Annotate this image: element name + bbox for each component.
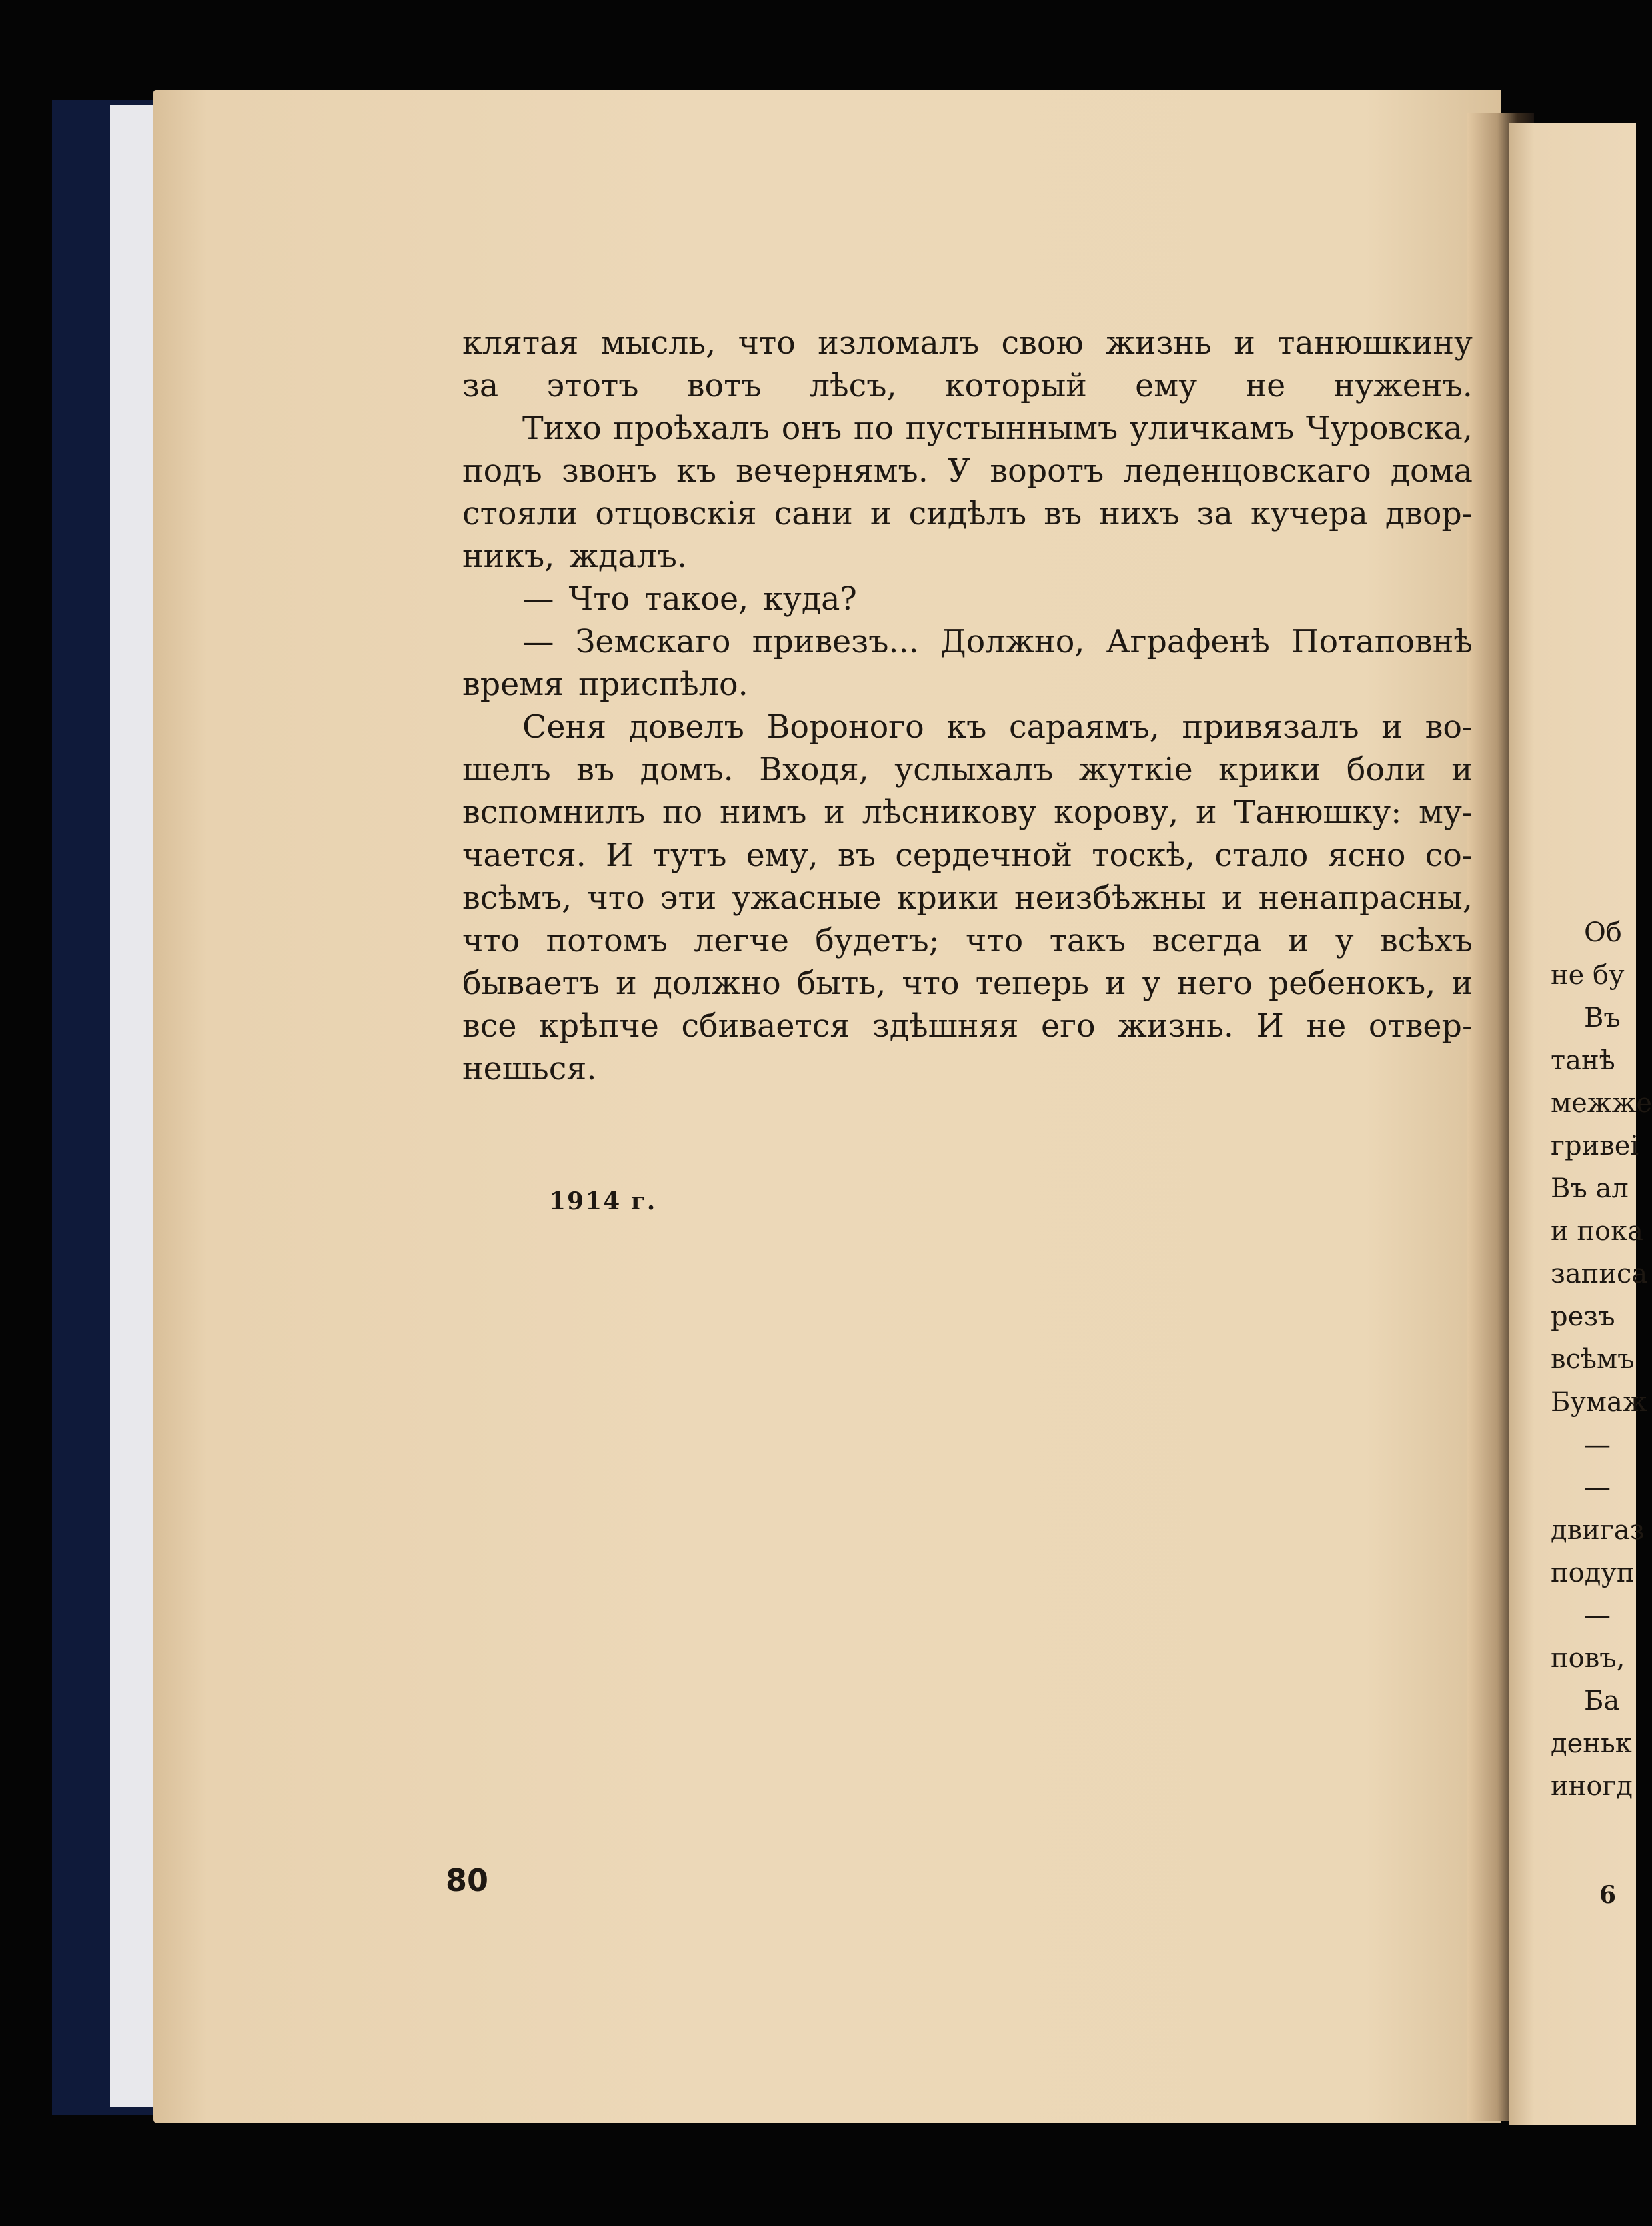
word: что	[902, 965, 960, 1002]
left-page-text	[462, 322, 1473, 1091]
word: должно	[652, 965, 781, 1002]
right-text-line: танѣ	[1551, 1045, 1615, 1076]
word: Должно,	[940, 624, 1085, 660]
word: стояли	[462, 496, 578, 532]
word: пустыннымъ	[905, 410, 1118, 447]
word: никъ,	[462, 538, 555, 575]
right-text-line: подуп	[1551, 1558, 1635, 1588]
text-line	[462, 706, 1473, 749]
word: чается.	[462, 837, 586, 874]
word: мысль,	[600, 325, 716, 362]
right-text-line: иногд	[1551, 1771, 1633, 1802]
word: довелъ	[628, 709, 744, 746]
word: ждалъ.	[569, 538, 688, 575]
word: и	[1381, 709, 1403, 746]
word: тоскѣ,	[1092, 837, 1196, 874]
text-line	[462, 621, 1473, 664]
word: воротъ	[990, 453, 1104, 490]
word: теперь	[975, 965, 1090, 1002]
word: привезъ...	[752, 624, 919, 660]
word: крѣпче	[539, 1008, 659, 1045]
right-text-line: —	[1584, 1600, 1611, 1631]
word: стало	[1214, 837, 1309, 874]
word: ему,	[746, 837, 818, 874]
word: и	[870, 496, 892, 532]
word: и	[616, 965, 637, 1002]
word: приспѣло.	[578, 666, 748, 703]
word: жизнь	[1106, 325, 1212, 362]
word: въ	[1044, 496, 1082, 532]
word: Вороного	[766, 709, 924, 746]
word: что	[738, 325, 796, 362]
word: сидѣлъ	[908, 496, 1027, 532]
text-line	[462, 749, 1473, 792]
right-text-line: записа	[1551, 1259, 1648, 1289]
word: здѣшняя	[872, 1008, 1019, 1045]
word: за	[1196, 496, 1233, 532]
word: въ	[838, 837, 876, 874]
word: сараямъ,	[1008, 709, 1160, 746]
word: что	[587, 880, 645, 917]
word: нуженъ.	[1333, 368, 1473, 404]
left-page-number: 80	[446, 1862, 489, 1898]
word: двор-	[1385, 496, 1473, 532]
word: нихъ	[1099, 496, 1180, 532]
right-text-line: —	[1584, 1430, 1611, 1460]
word: отцовскія	[595, 496, 757, 532]
word: не	[1245, 368, 1286, 404]
right-text-line: Бумаж	[1551, 1387, 1647, 1418]
word: быть,	[796, 965, 886, 1002]
word: и	[1234, 325, 1255, 362]
word: ненапрасны,	[1258, 880, 1473, 917]
word: что	[462, 923, 520, 959]
text-line	[462, 963, 1473, 1005]
text-line	[462, 578, 1473, 621]
word: и	[824, 794, 845, 831]
word: нешься.	[462, 1051, 597, 1087]
word: Земскаго	[575, 624, 731, 660]
word: ребенокъ,	[1268, 965, 1436, 1002]
word: Танюшку:	[1234, 794, 1402, 831]
word: Входя,	[759, 752, 869, 788]
word: И	[606, 837, 634, 874]
word: въ	[576, 752, 615, 788]
right-page-number: 6	[1599, 1881, 1617, 1909]
word: такое,	[644, 581, 749, 618]
word: шелъ	[462, 752, 551, 788]
word: къ	[676, 453, 717, 490]
word: —	[522, 581, 554, 618]
right-text-line: межже	[1551, 1088, 1652, 1119]
word: жуткіе	[1078, 752, 1193, 788]
word: Потаповнѣ	[1291, 624, 1473, 660]
word: и	[1196, 794, 1217, 831]
word: Что	[568, 581, 630, 618]
word: И	[1256, 1008, 1284, 1045]
word: сбивается	[681, 1008, 850, 1045]
word: жизнь.	[1118, 1008, 1234, 1045]
text-line	[462, 1048, 1473, 1091]
right-text-line: Об	[1584, 917, 1622, 948]
word: Сеня	[522, 709, 607, 746]
word: время	[462, 666, 564, 703]
word: такъ	[1049, 923, 1126, 959]
text-line	[462, 792, 1473, 834]
word: что	[966, 923, 1024, 959]
right-text-line: повъ,	[1551, 1643, 1625, 1674]
text-line	[462, 834, 1473, 877]
word: не	[1306, 1008, 1347, 1045]
word: свою	[1001, 325, 1084, 362]
word: его	[1040, 1008, 1096, 1045]
word: и	[1451, 752, 1473, 788]
word: Тихо	[522, 410, 602, 447]
word: —	[522, 624, 554, 660]
word: Чуровска,	[1305, 410, 1473, 447]
right-page-text-fragments	[1551, 911, 1652, 1808]
word: изломалъ	[818, 325, 980, 362]
word: со-	[1425, 837, 1473, 874]
text-line	[462, 450, 1473, 493]
word: танюшкину	[1277, 325, 1473, 362]
word: по	[853, 410, 894, 447]
word: домъ.	[640, 752, 734, 788]
word: ясно	[1327, 837, 1406, 874]
word: по	[662, 794, 703, 831]
word: вечернямъ.	[736, 453, 928, 490]
right-text-line: Ба	[1584, 1686, 1620, 1716]
word: во-	[1425, 709, 1473, 746]
right-text-line: деньк	[1551, 1728, 1632, 1759]
text-line	[462, 408, 1473, 450]
text-line	[462, 322, 1473, 365]
text-line	[462, 920, 1473, 963]
word: лѣсъ,	[809, 368, 897, 404]
word: и	[1105, 965, 1126, 1002]
right-text-line: Въ ал	[1551, 1173, 1629, 1204]
year-dateline: 1914 г.	[549, 1187, 657, 1215]
right-text-line: гривеі	[1551, 1131, 1639, 1161]
word: корову,	[1054, 794, 1179, 831]
word: подъ	[462, 453, 542, 490]
word: всегда	[1152, 923, 1262, 959]
text-line	[462, 664, 1473, 706]
word: му-	[1419, 794, 1473, 831]
word: боли	[1346, 752, 1426, 788]
word: дома	[1390, 453, 1473, 490]
word: проѣхалъ	[613, 410, 770, 447]
word: къ	[946, 709, 987, 746]
word: и	[1451, 965, 1473, 1002]
word: клятая	[462, 325, 579, 362]
word: услыхалъ	[894, 752, 1054, 788]
word: куда?	[763, 581, 857, 618]
word: и	[1221, 880, 1243, 917]
word: потомъ	[546, 923, 668, 959]
word: ему	[1135, 368, 1198, 404]
word: Аграфенѣ	[1106, 624, 1270, 660]
right-text-line: двигаз	[1551, 1515, 1645, 1546]
word: сани	[774, 496, 853, 532]
text-line	[462, 365, 1473, 408]
word: эти	[660, 880, 717, 917]
word: сердечной	[895, 837, 1072, 874]
word: него	[1176, 965, 1253, 1002]
right-text-line: не бу	[1551, 960, 1625, 991]
word: все	[462, 1008, 517, 1045]
word: привязалъ	[1182, 709, 1359, 746]
word: за	[462, 368, 499, 404]
word: у	[1142, 965, 1161, 1002]
word: леденцовскаго	[1123, 453, 1371, 490]
right-text-line: и пока	[1551, 1216, 1643, 1247]
right-text-line: —	[1584, 1472, 1611, 1503]
right-text-line: всѣмъ	[1551, 1344, 1635, 1375]
text-line	[462, 536, 1473, 578]
word: уличкамъ	[1129, 410, 1295, 447]
text-line	[462, 877, 1473, 920]
word: неизбѣжны	[1014, 880, 1206, 917]
word: тутъ	[652, 837, 727, 874]
word: всѣхъ	[1379, 923, 1473, 959]
word: который	[944, 368, 1087, 404]
right-text-line: Въ	[1584, 1003, 1621, 1033]
word: и	[1287, 923, 1309, 959]
word: вотъ	[686, 368, 762, 404]
word: лѣсникову	[862, 794, 1037, 831]
word: этотъ	[546, 368, 639, 404]
word: вспомнилъ	[462, 794, 646, 831]
word: нимъ	[720, 794, 807, 831]
word: всѣмъ,	[462, 880, 572, 917]
word: онъ	[781, 410, 842, 447]
right-text-line: резъ	[1551, 1301, 1615, 1332]
word: отвер-	[1368, 1008, 1473, 1045]
word: бываетъ	[462, 965, 600, 1002]
text-line	[462, 493, 1473, 536]
word: будетъ;	[815, 923, 940, 959]
word: у	[1335, 923, 1354, 959]
word: крики	[896, 880, 999, 917]
word: звонъ	[561, 453, 657, 490]
word: крики	[1218, 752, 1321, 788]
word: легче	[694, 923, 789, 959]
word: У	[947, 453, 971, 490]
word: ужасные	[732, 880, 882, 917]
text-line	[462, 1005, 1473, 1048]
word: кучера	[1250, 496, 1368, 532]
